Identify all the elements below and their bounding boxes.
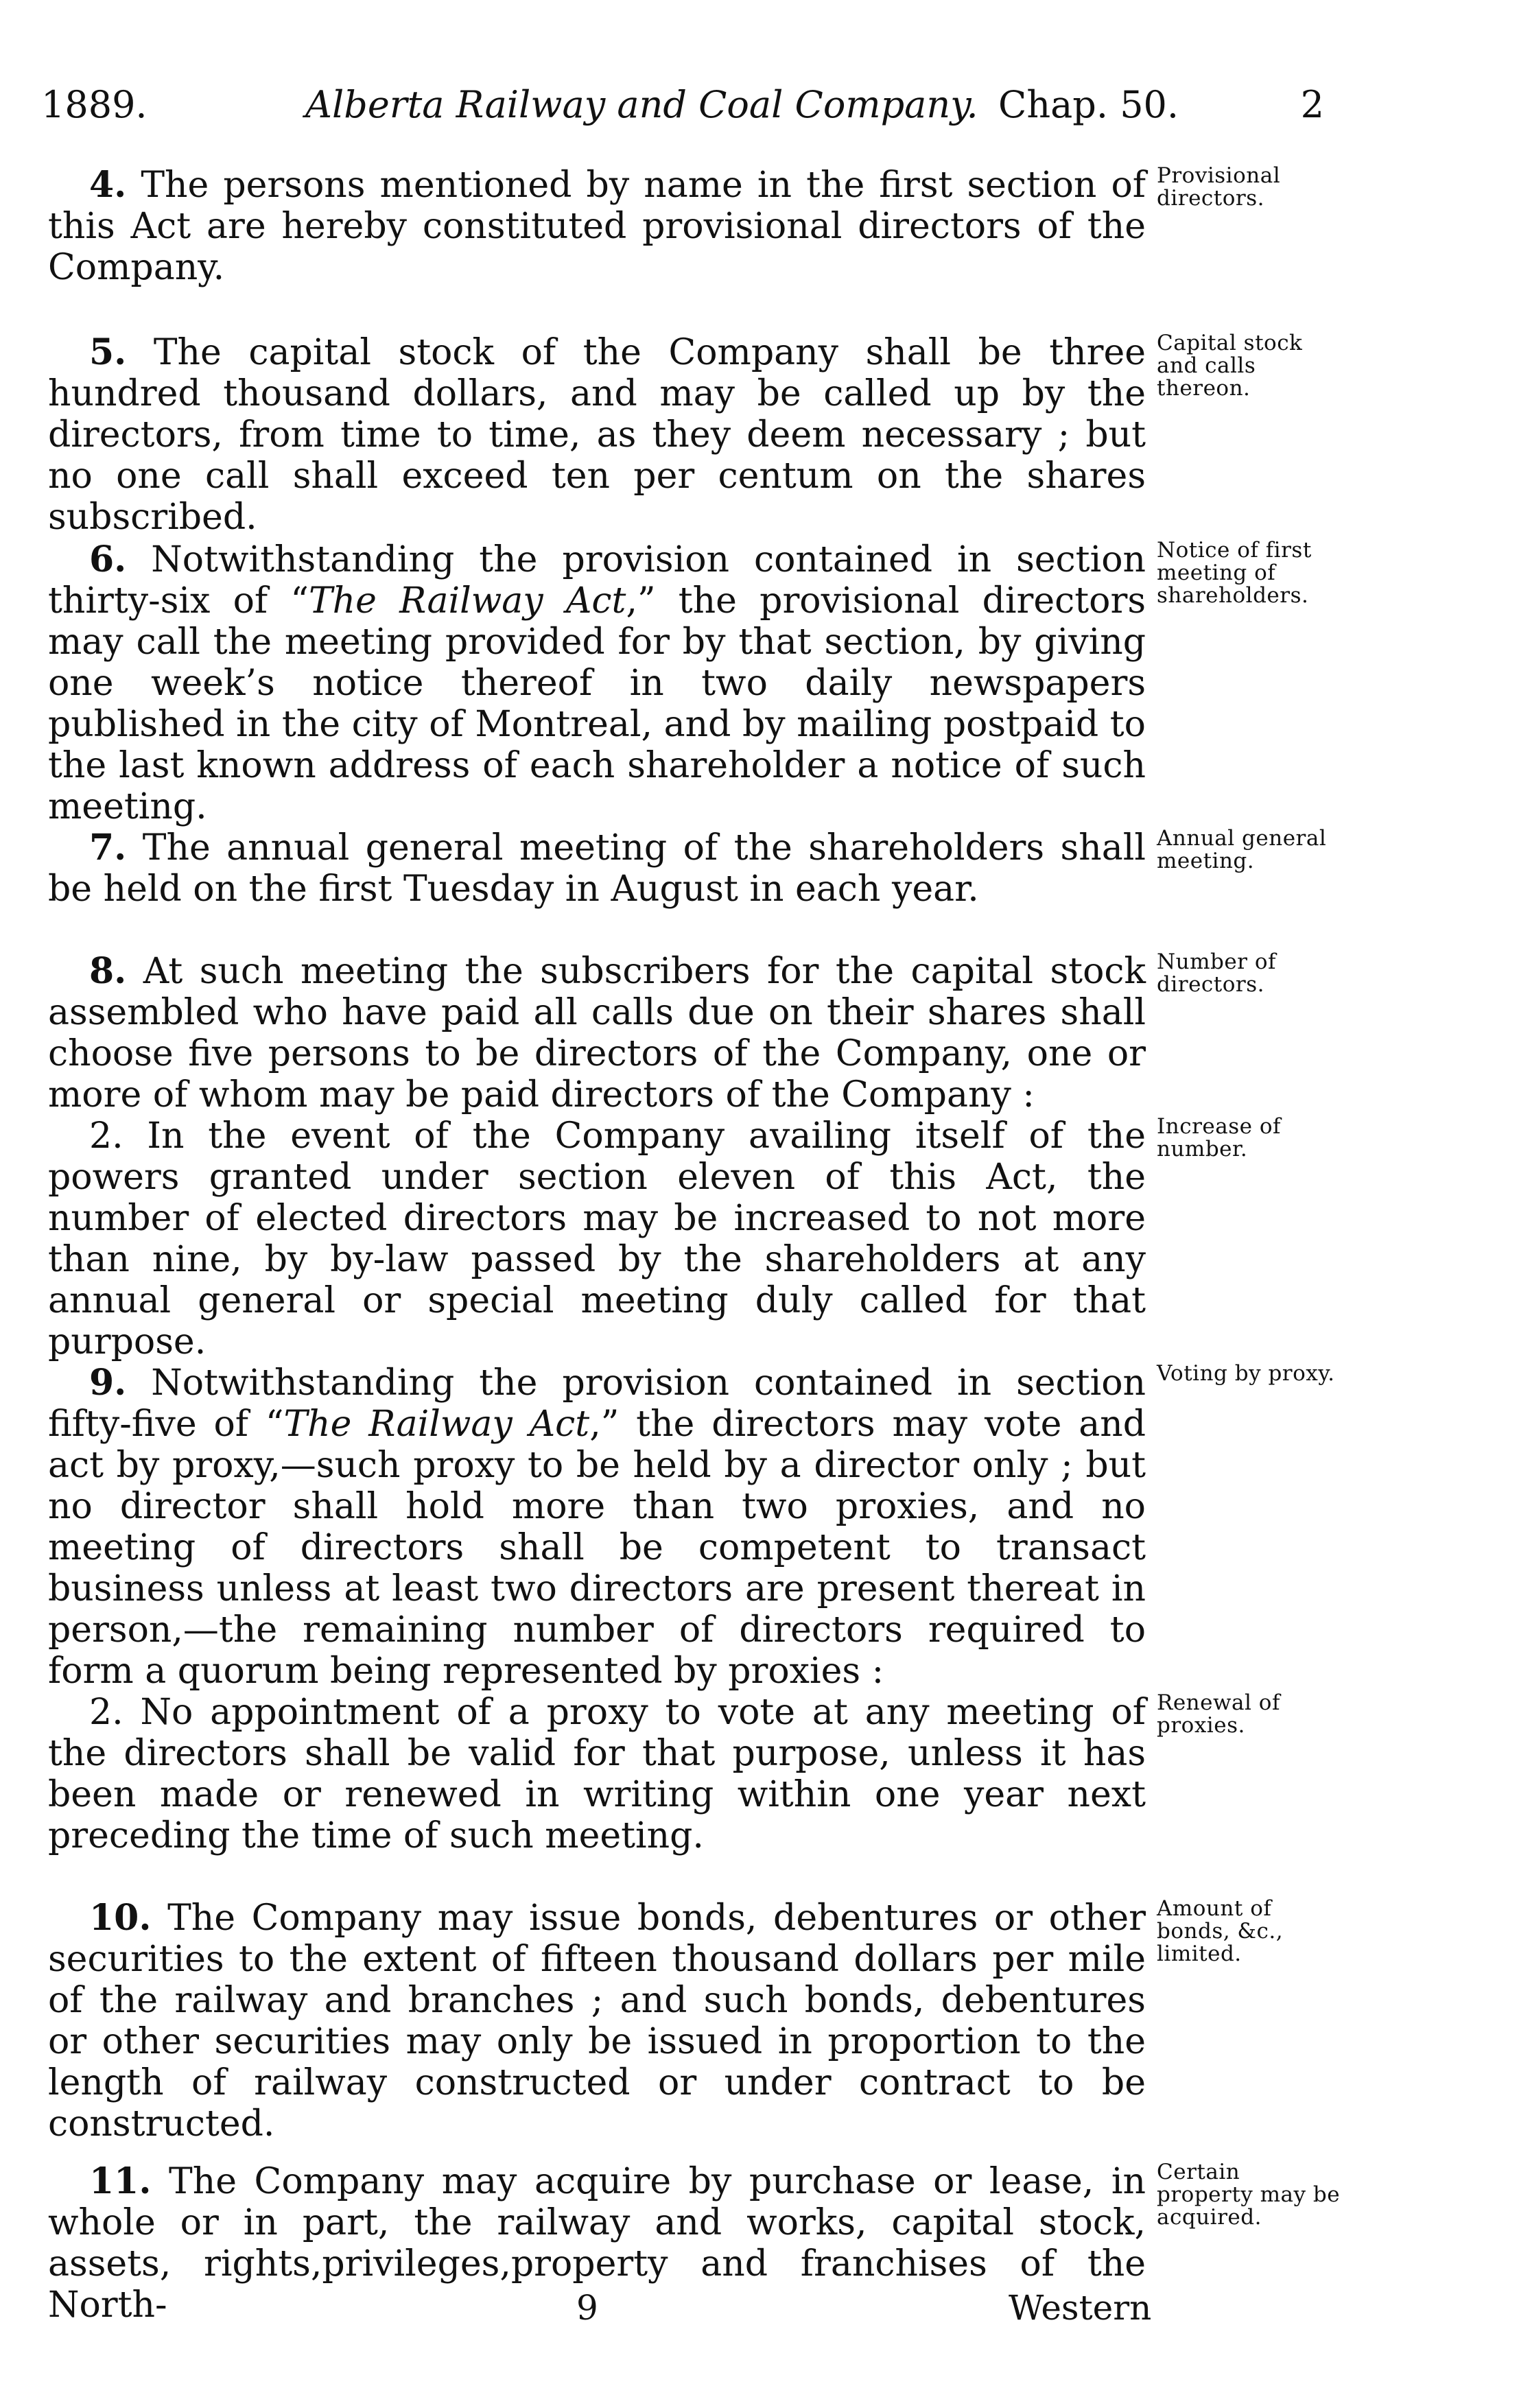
section-5 — [48, 332, 1146, 538]
section-7 — [48, 827, 1146, 910]
section-body-part: Notwithstanding the provision contained in section fifty-five of “ — [48, 1362, 1146, 1445]
section-6 — [48, 539, 1146, 827]
marginal-note-provisional-directors: Provisional directors. — [1157, 163, 1281, 211]
catchword: Western — [1009, 2288, 1152, 2328]
section-number: 10. — [89, 1897, 152, 1939]
section-body: The capital stock of the Company shall be three hundred thousand dollars, and may be called up by the directors, from time to time, as they deem necessary ; but no one call shall exceed ten per centum on the shares subscribed. — [48, 332, 1146, 538]
section-8-subsection-2: 2. In the event of the Company availing itself of the powers granted under section eleven of this Act, the number of elected directors may be increased to not more than nine, by by-law passed by the shareholders at any annual general or special meeting duly called for that purpose. — [48, 1116, 1146, 1362]
section-body: The Company may acquire by purchase or lease, in whole or in part, the railway and works, capital stock, assets, rights,privileges,property and franchises of the North- — [48, 2161, 1146, 2326]
section-number: 11. — [89, 2160, 152, 2202]
section-number: 6. — [89, 539, 127, 580]
signature-mark: 9 — [576, 2288, 598, 2328]
act-citation: The Railway Act — [308, 580, 626, 622]
section-body-part: Notwithstanding the provision contained in section thirty-six of “ — [48, 539, 1146, 622]
header-act-title: Alberta Railway and Coal Company. — [305, 83, 978, 126]
header-chapter: Chap. 50. — [998, 83, 1179, 126]
marginal-note-voting-by-proxy: Voting by proxy. — [1157, 1361, 1335, 1386]
section-number: 8. — [89, 950, 127, 992]
section-body: The persons mentioned by name in the first section of this Act are hereby constituted provisional directors of the Company. — [48, 165, 1146, 288]
marginal-note-renewal-of-proxies: Renewal of proxies. — [1157, 1690, 1280, 1738]
section-4-text — [48, 165, 1146, 288]
section-8-text — [48, 951, 1146, 1116]
header-year: 1889. — [41, 83, 148, 126]
section-9-subsection-2: 2. No appointment of a proxy to vote at any meeting of the directors shall be valid for that purpose, unless it has been made or renewed in writing within one year next preceding the time of such meeting. — [48, 1692, 1146, 1856]
section-7-text — [48, 827, 1146, 910]
marginal-note-amount-of-bonds: Amount of bonds, &c., limited. — [1157, 1896, 1284, 1966]
section-5-text — [48, 332, 1146, 538]
act-citation: The Railway Act — [283, 1404, 590, 1445]
section-10-text — [48, 1898, 1146, 2145]
section-number: 5. — [89, 331, 127, 373]
section-9-text — [48, 1362, 1146, 1692]
marginal-note-certain-property: Certain property may be acquired. — [1157, 2160, 1341, 2230]
marginal-note-notice-of-first-meeting: Notice of first meeting of shareholders. — [1157, 538, 1312, 608]
section-number: 7. — [89, 827, 127, 869]
section-8 — [48, 951, 1146, 1362]
section-body: The Company may issue bonds, debentures or other securities to the extent of fifteen thousand dollars per mile of the railway and branches ; and such bonds, debentures or other securities may only be issued in proportion to the length of railway constructed or under contract to be constructed. — [48, 1898, 1146, 2145]
section-body: The annual general meeting of the shareholders shall be held on the first Tuesday in August in each year. — [48, 827, 1146, 910]
marginal-note-increase-of-number: Increase of number. — [1157, 1114, 1281, 1161]
section-9 — [48, 1362, 1146, 1856]
section-body: At such meeting the subscribers for the capital stock assembled who have paid all calls due on their shares shall choose five persons to be directors of the Company, one or more of whom may be paid directors of the Company : — [48, 951, 1146, 1116]
section-number: 4. — [89, 164, 127, 206]
marginal-note-annual-meeting: Annual general meeting. — [1157, 826, 1327, 873]
section-10 — [48, 1898, 1146, 2145]
running-header — [41, 74, 1324, 136]
section-4 — [48, 165, 1146, 288]
page-number: 2 — [1300, 83, 1324, 126]
marginal-note-number-of-directors: Number of directors. — [1157, 949, 1276, 997]
section-number: 9. — [89, 1362, 127, 1404]
section-body-part: ,” the provisional directors may call the meeting provided for by that section, by giving one week’s notice thereof in two daily newspapers published in the city of Montreal, and by mailing postpaid to the last known address of each shareholder a notice of such meeting. — [48, 580, 1146, 827]
section-body-part: ,” the directors may vote and act by proxy,—such proxy to be held by a director only ; but no director shall hold more than two proxies, and no meeting of directors shall be competent to transact business unless at least two directors are present thereat in person,—the remaining number of directors required to form a quorum being represented by proxies : — [48, 1404, 1146, 1692]
marginal-note-capital-stock: Capital stock and calls thereon. — [1157, 331, 1303, 401]
section-6-text — [48, 539, 1146, 827]
